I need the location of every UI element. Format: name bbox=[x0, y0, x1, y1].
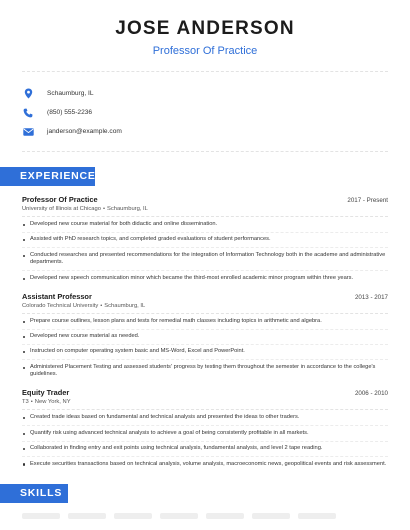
job-entry bbox=[22, 292, 388, 383]
list-item: Collaborated in finding entry and exit points using technical analysis, fundamental analysis, and level 2 tape reading. bbox=[22, 445, 388, 457]
list-item: Created trade ideas based on fundamental and technical analysis and presented the ideas to other traders. bbox=[22, 414, 388, 426]
skill-chip bbox=[252, 513, 290, 519]
divider bbox=[22, 151, 388, 152]
list-item: Prepare course outlines, lesson plans and tests for remedial math classes including topics in arithmetic and algebra. bbox=[22, 318, 388, 330]
job-bullets bbox=[22, 414, 388, 471]
skill-chip bbox=[22, 513, 60, 519]
envelope-icon bbox=[22, 126, 34, 138]
list-item: Assisted with PhD research topics, and completed graded evaluations of student performances. bbox=[22, 236, 388, 248]
job-title: Assistant Professor bbox=[22, 291, 92, 301]
list-item: Developed new speech communication minor which became the third-most enrolled academic minor program within three years. bbox=[22, 275, 388, 286]
contact-phone bbox=[22, 103, 388, 122]
job-dates: 2013 - 2017 bbox=[354, 293, 388, 301]
job-entry bbox=[22, 388, 388, 471]
job-company: T3 bbox=[22, 399, 29, 406]
experience-section-heading: EXPERIENCE bbox=[0, 167, 95, 186]
list-item: Administered Placement Testing and assessed students' progress by testing them throughout the semester in accordance to the college's guidelines. bbox=[22, 364, 388, 383]
phone-icon bbox=[22, 107, 34, 119]
contact-list bbox=[0, 72, 410, 151]
divider bbox=[22, 313, 388, 314]
job-company-line: T3 • New York, NY bbox=[22, 399, 71, 406]
job-company-line: University of Illinois at Chicago • Schaumburg, IL bbox=[22, 206, 148, 212]
job-dates: 2006 - 2010 bbox=[354, 390, 388, 398]
divider bbox=[22, 216, 388, 217]
divider bbox=[22, 409, 388, 410]
resume-header bbox=[0, 0, 410, 57]
skill-chip bbox=[206, 513, 244, 519]
job-location: Schaumburg, IL bbox=[104, 302, 146, 309]
skill-chip bbox=[298, 513, 336, 519]
list-item: Developed new course material for both didactic and online dissemination. bbox=[22, 221, 388, 233]
skills-section-heading: SKILLS bbox=[0, 484, 68, 503]
contact-email-text: janderson@example.com bbox=[47, 128, 122, 135]
contact-location bbox=[22, 84, 388, 103]
list-item: Instructed on computer operating system basic and MS-Word, Excel and PowerPoint. bbox=[22, 348, 388, 360]
job-dates: 2017 - Present bbox=[347, 197, 388, 204]
contact-phone-text: (850) 555-2236 bbox=[47, 109, 93, 116]
contact-location-text: Schaumburg, IL bbox=[47, 90, 94, 97]
experience-list bbox=[0, 186, 410, 472]
list-item: Quantify risk using advanced technical analysis to achieve a goal of being consistently profitable in all markets. bbox=[22, 430, 388, 442]
job-entry bbox=[22, 195, 388, 286]
job-company-line: Colorado Technical University • Schaumburg, IL bbox=[22, 302, 146, 309]
skill-chip bbox=[114, 513, 152, 519]
job-location: Schaumburg, IL bbox=[106, 206, 148, 212]
candidate-role: Professor Of Practice bbox=[152, 45, 258, 57]
job-bullets bbox=[22, 318, 388, 383]
job-company: Colorado Technical University bbox=[22, 302, 99, 309]
skill-chip bbox=[68, 513, 106, 519]
list-item: Developed new course material as needed. bbox=[22, 333, 388, 345]
skills-list bbox=[0, 503, 410, 519]
job-title: Equity Trader bbox=[22, 388, 70, 398]
skill-chip bbox=[160, 513, 198, 519]
candidate-name: JOSE ANDERSON bbox=[115, 18, 295, 39]
job-company: University of Illinois at Chicago bbox=[22, 206, 101, 212]
job-location: New York, NY bbox=[34, 399, 71, 406]
location-pin-icon bbox=[22, 88, 34, 100]
job-title: Professor Of Practice bbox=[22, 195, 98, 204]
list-item: Conducted researches and presented recommendations for the integration of Information Technology both in the academe and administrative departments. bbox=[22, 252, 388, 272]
list-item: Execute securities transactions based on technical analysis, volume analysis, macroeconomic news, geopolitical events and risk assessment. bbox=[22, 461, 388, 472]
job-bullets bbox=[22, 221, 388, 286]
contact-email bbox=[22, 122, 388, 141]
